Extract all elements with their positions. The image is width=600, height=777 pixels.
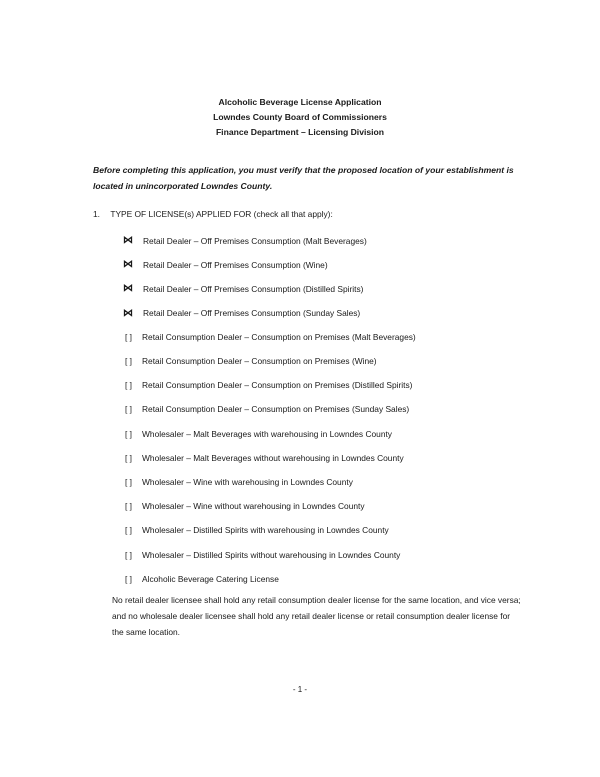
- checked-box-icon[interactable]: ⋈: [123, 283, 133, 295]
- question-text: TYPE OF LICENSE(s) APPLIED FOR (check all that apply):: [110, 209, 333, 219]
- license-option-label: Retail Consumption Dealer – Consumption on Premises (Malt Beverages): [142, 331, 416, 342]
- license-option[interactable]: [125, 308, 360, 319]
- unchecked-box-icon[interactable]: [ ]: [125, 501, 132, 512]
- unchecked-box-icon[interactable]: [ ]: [125, 477, 132, 487]
- unchecked-box-icon[interactable]: [ ]: [125, 404, 132, 415]
- doc-title: Alcoholic Beverage License Application: [218, 97, 382, 107]
- unchecked-box-icon[interactable]: [ ]: [125, 452, 132, 463]
- checked-box-icon[interactable]: ⋈: [123, 307, 133, 319]
- question-1: [93, 209, 333, 219]
- license-option-label: Wholesaler – Distilled Spirits without warehousing in Lowndes County: [142, 549, 401, 560]
- license-option[interactable]: [125, 525, 389, 535]
- doc-subtitle-department: Finance Department – Licensing Division: [215, 127, 385, 137]
- checked-box-icon[interactable]: ⋈: [123, 235, 133, 246]
- license-option-label: Retail Consumption Dealer – Consumption on Premises (Sunday Sales): [142, 404, 410, 415]
- license-option[interactable]: [125, 453, 404, 463]
- doc-subtitle-board: Lowndes County Board of Commissioners: [213, 112, 387, 122]
- license-option[interactable]: [125, 404, 409, 414]
- unchecked-box-icon[interactable]: [ ]: [125, 331, 132, 342]
- unchecked-box-icon[interactable]: [ ]: [125, 573, 132, 584]
- unchecked-box-icon[interactable]: [ ]: [125, 380, 132, 391]
- license-option-label: Retail Dealer – Off Premises Consumption (Malt Beverages): [143, 235, 367, 246]
- notice-line-2: located in unincorporated Lowndes County.: [93, 181, 273, 191]
- checked-box-icon[interactable]: ⋈: [123, 259, 133, 271]
- license-option[interactable]: [125, 283, 363, 294]
- license-option-label: Retail Consumption Dealer – Consumption on Premises (Distilled Spirits): [142, 380, 413, 391]
- unchecked-box-icon[interactable]: [ ]: [125, 525, 132, 536]
- license-option[interactable]: [125, 259, 328, 270]
- license-option-label: Retail Consumption Dealer – Consumption on Premises (Wine): [142, 356, 377, 366]
- restriction-paragraph: No retail dealer licensee shall hold any retail consumption dealer license for the same location, and vice versa; and no wholesale dealer licensee shall hold any retail dealer license or retail consumption dealer license for the same location.: [112, 595, 521, 637]
- question-number: 1.: [93, 209, 100, 219]
- page-number: - 1 -: [292, 685, 308, 694]
- license-option-label: Retail Dealer – Off Premises Consumption (Sunday Sales): [143, 308, 361, 319]
- unchecked-box-icon[interactable]: [ ]: [125, 356, 132, 366]
- notice-line-1: Before completing this application, you must verify that the proposed location of your establishment is: [93, 165, 514, 175]
- license-option[interactable]: [125, 477, 353, 487]
- license-option-label: Wholesaler – Distilled Spirits with warehousing in Lowndes County: [142, 525, 389, 536]
- license-option[interactable]: [125, 550, 400, 560]
- license-option-label: Retail Dealer – Off Premises Consumption (Wine): [143, 259, 328, 270]
- license-option[interactable]: [125, 380, 412, 390]
- unchecked-box-icon[interactable]: [ ]: [125, 428, 132, 439]
- license-option[interactable]: [125, 501, 365, 511]
- license-option-label: Wholesaler – Malt Beverages without warehousing in Lowndes County: [142, 452, 404, 463]
- license-option-label: Alcoholic Beverage Catering License: [142, 573, 279, 584]
- license-option[interactable]: [125, 574, 279, 584]
- license-option[interactable]: [125, 235, 367, 246]
- license-option[interactable]: [125, 429, 392, 439]
- license-option-label: Retail Dealer – Off Premises Consumption (Distilled Spirits): [143, 283, 364, 294]
- unchecked-box-icon[interactable]: [ ]: [125, 549, 132, 560]
- license-option-label: Wholesaler – Wine without warehousing in Lowndes County: [142, 501, 365, 512]
- license-option[interactable]: [125, 332, 416, 342]
- license-option-label: Wholesaler – Malt Beverages with warehousing in Lowndes County: [142, 428, 392, 439]
- license-option-label: Wholesaler – Wine with warehousing in Lowndes County: [142, 477, 353, 487]
- license-option[interactable]: [125, 356, 377, 366]
